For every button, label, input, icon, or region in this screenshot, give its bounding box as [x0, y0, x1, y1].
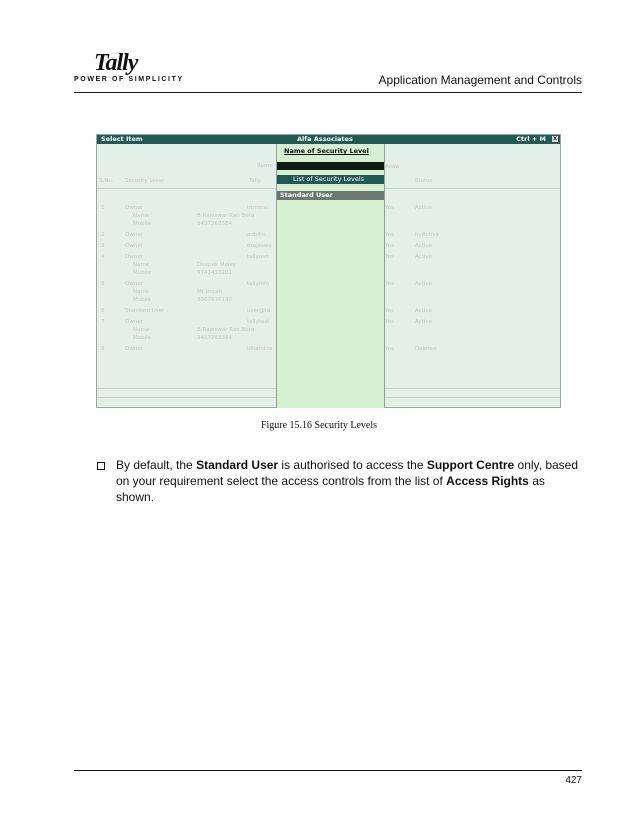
bg-col-tally: Tally	[249, 178, 262, 184]
bg-row-status: Active	[415, 308, 433, 314]
bg-row-status: Active	[415, 281, 433, 287]
body-paragraph: By default, the Standard User is authorised to access the Support Centre only, based on your requirement select the access controls from the list of Access Rights as shown.	[116, 458, 579, 504]
bg-row-allow: Yes	[385, 205, 394, 211]
bg-row-sublabel: Mobile	[133, 221, 152, 227]
bg-row-detail: Deepak Malay	[197, 262, 237, 268]
bg-row-no: 2	[101, 232, 105, 238]
bg-row-sublabel: Mobile	[133, 297, 152, 303]
bg-col-status: Status	[415, 178, 433, 184]
bg-row-level: Owner	[125, 319, 143, 325]
screenshot-title-bar	[97, 135, 560, 144]
tally-logo	[74, 50, 184, 86]
title-company: Alfa Associates	[297, 135, 353, 143]
close-icon[interactable]: x	[553, 135, 557, 142]
bg-row-sublabel: Name	[133, 262, 150, 268]
bg-row-sublabel: Name	[133, 327, 150, 333]
bg-row-id: user@ta	[247, 308, 271, 314]
footer-divider	[74, 770, 582, 771]
bg-row-allow: Yes	[385, 281, 394, 287]
bg-col-security: Security Level	[125, 178, 164, 184]
bg-row-no: 6	[101, 308, 105, 314]
bullet-square-icon	[97, 462, 105, 470]
bg-row-id: tallyuso	[247, 254, 269, 260]
bg-row-allow: Yes	[385, 308, 394, 314]
bg-row-id: adbilm	[247, 232, 266, 238]
bg-row-id: tmmnsi	[247, 205, 268, 211]
title-select-item: Select Item	[101, 135, 143, 143]
bg-row-sublabel: Mobile	[133, 335, 152, 341]
bg-row-level: Owner	[125, 254, 143, 260]
bg-row-no: 7	[101, 319, 105, 325]
bg-row-level: Owner	[125, 281, 143, 287]
popup-heading: Name of Security Level	[284, 147, 369, 155]
bg-row-status: In-Active	[415, 232, 439, 238]
bg-row-level: Owner	[125, 232, 143, 238]
bg-row-sublabel: Mobile	[133, 270, 152, 276]
bg-row-allow: Yes	[385, 243, 394, 249]
security-level-popup	[276, 144, 385, 408]
bg-row-no: 5	[101, 281, 105, 287]
list-item-standard-user[interactable]: Standard User	[277, 191, 384, 200]
popup-list-header: List of Security Levels	[277, 175, 384, 184]
bg-row-level: Owner	[125, 243, 143, 249]
bg-row-status: Deleted	[415, 346, 437, 352]
bg-row-detail: 9741433201	[197, 270, 232, 276]
bg-row-allow: Yes	[385, 319, 394, 325]
section-title: Application Management and Controls	[378, 73, 582, 87]
bg-row-level: Owner	[125, 205, 143, 211]
bg-row-level: Owner	[125, 346, 143, 352]
bg-row-sublabel: Name	[133, 213, 150, 219]
bg-row-allow: Yes	[385, 232, 394, 238]
bg-row-detail: B.Rajeswar Rao Bora	[197, 327, 255, 333]
bg-row-no: 3	[101, 243, 105, 249]
bg-row-status: Active	[415, 205, 433, 211]
bg-row-detail: 9963916130	[197, 297, 232, 303]
bg-row-id: tallyinfo	[247, 281, 270, 287]
title-shortcut: Ctrl + M	[516, 135, 546, 143]
bg-row-status: Active	[415, 319, 433, 325]
security-level-input[interactable]	[277, 162, 384, 170]
bg-col-sno: S.No.	[99, 178, 114, 184]
bg-row-status: Active	[415, 254, 433, 260]
bg-row-detail: 9437263384	[197, 221, 232, 227]
bg-row-allow: Yes	[385, 254, 394, 260]
header-divider	[74, 92, 582, 93]
bg-row-no: 4	[101, 254, 105, 260]
logo-tagline: POWER OF SIMPLICITY	[74, 76, 184, 83]
logo-wordmark: Tally	[94, 50, 138, 76]
figure-caption: Figure 15.16 Security Levels	[260, 420, 378, 431]
page-number: 427	[565, 775, 582, 786]
security-levels-screenshot	[96, 134, 561, 408]
bg-row-id: drajeswa	[247, 243, 272, 249]
bg-row-detail: 9437263384	[197, 335, 232, 341]
bg-row-allow: Yes	[385, 346, 394, 352]
bg-row-level: Standard User	[125, 308, 165, 314]
bg-row-id: idkand.ts	[247, 346, 273, 352]
bg-row-status: Active	[415, 243, 433, 249]
bg-row-detail: Mr Imran	[197, 289, 222, 295]
bg-col-allow: Allow	[385, 164, 400, 170]
bg-row-sublabel: Name	[133, 289, 150, 295]
bg-row-id: tallytest	[247, 319, 270, 325]
bg-row-no: 8	[101, 346, 105, 352]
bg-row-detail: B.Rajeswar Rao Bora	[197, 213, 255, 219]
bg-row-no: 1	[101, 205, 105, 211]
bg-col-remote: Remo	[257, 163, 273, 169]
